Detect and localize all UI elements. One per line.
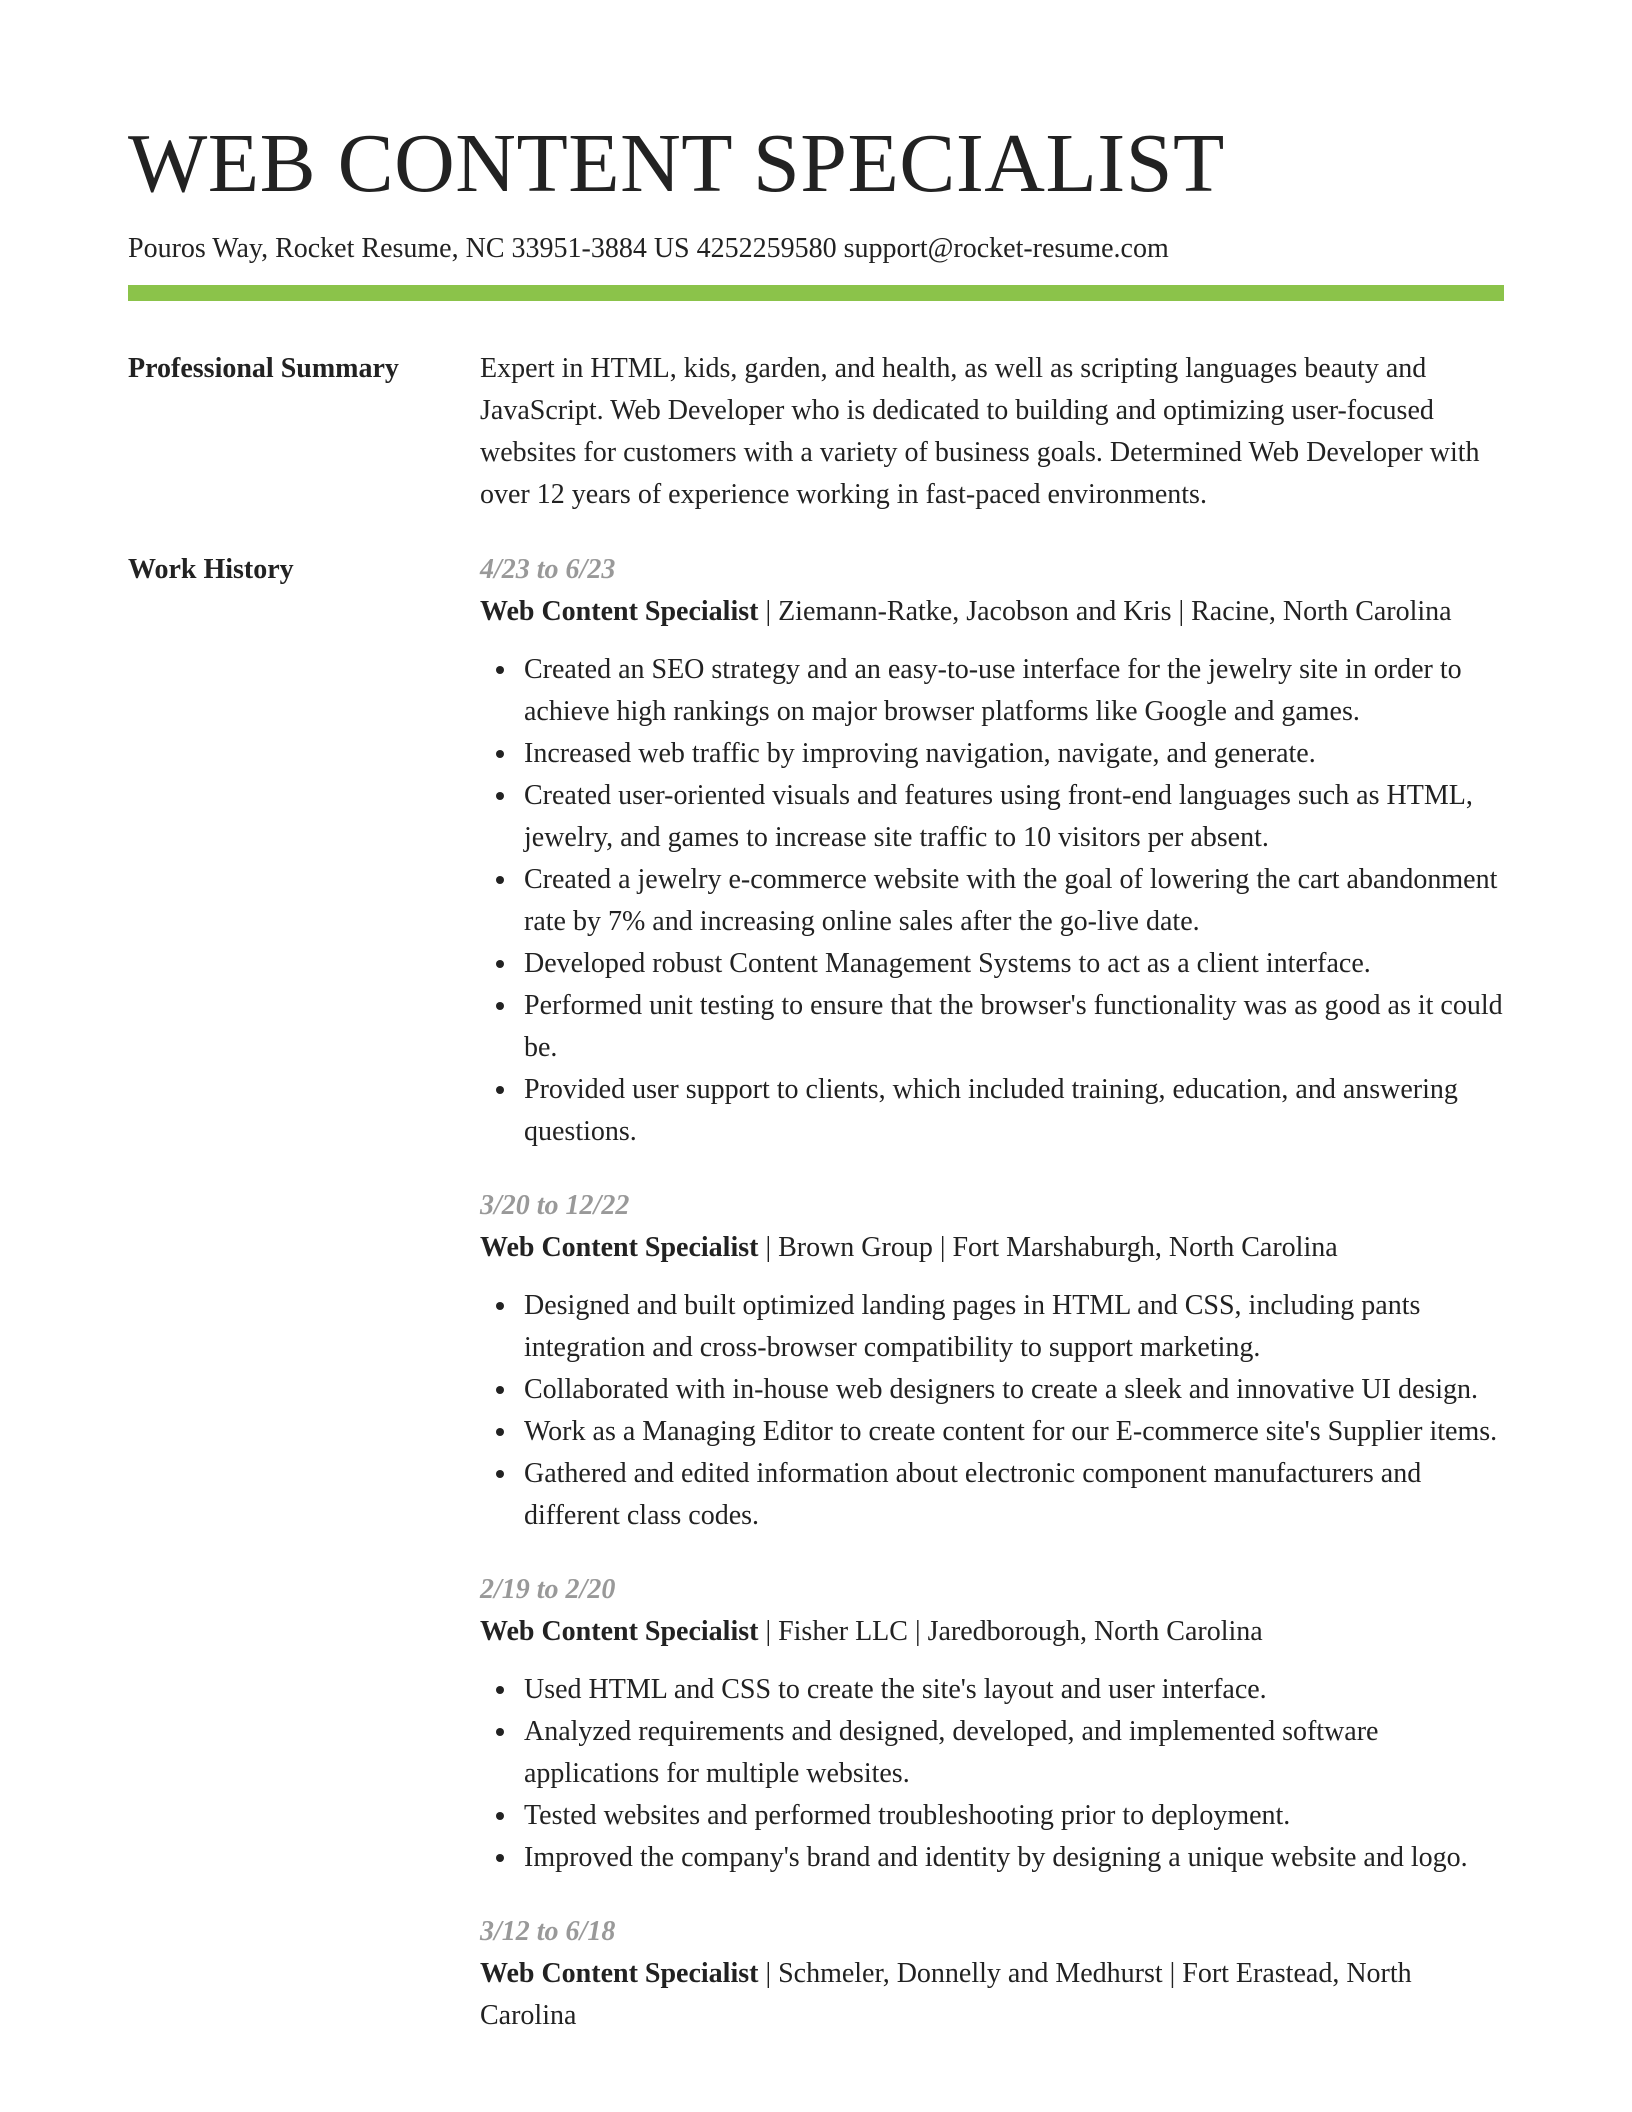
job-entry [480, 1569, 1504, 1879]
list-item: Used HTML and CSS to create the site's layout and user interface. [524, 1669, 1504, 1711]
job-company-location: | Ziemann-Ratke, Jacobson and Kris | Racine, North Carolina [758, 596, 1452, 627]
work-history-section [480, 549, 1504, 2069]
list-item: Work as a Managing Editor to create content for our E-commerce site's Supplier items. [524, 1411, 1504, 1453]
job-heading [480, 1611, 1504, 1653]
job-heading [480, 1953, 1504, 2037]
list-item: Increased web traffic by improving navigation, navigate, and generate. [524, 733, 1504, 775]
job-entry [480, 1185, 1504, 1537]
job-company-location: | Brown Group | Fort Marshaburgh, North Carolina [758, 1232, 1338, 1263]
list-item: Analyzed requirements and designed, developed, and implemented software applications for multiple websites. [524, 1711, 1504, 1795]
list-item: Created an SEO strategy and an easy-to-use interface for the jewelry site in order to achieve high rankings on major browser platforms like Google and games. [524, 649, 1504, 733]
resume-title: WEB CONTENT SPECIALIST [128, 117, 1225, 210]
job-dates: 3/12 to 6/18 [480, 1916, 616, 1947]
list-item: Improved the company's brand and identity by designing a unique website and logo. [524, 1837, 1504, 1879]
contact-line: Pouros Way, Rocket Resume, NC 33951-3884 US 4252259580 support@rocket-resume.com [128, 233, 1169, 264]
job-dates: 2/19 to 2/20 [480, 1574, 616, 1605]
summary-heading: Professional Summary [128, 353, 399, 384]
job-heading [480, 591, 1504, 633]
list-item: Performed unit testing to ensure that the browser's functionality was as good as it could be. [524, 985, 1504, 1069]
job-dates: 4/23 to 6/23 [480, 554, 616, 585]
list-item: Developed robust Content Management Systems to act as a client interface. [524, 943, 1504, 985]
list-item: Gathered and edited information about electronic component manufacturers and different class codes. [524, 1453, 1504, 1537]
work-history-heading: Work History [128, 554, 294, 585]
list-item: Collaborated with in-house web designers to create a sleek and innovative UI design. [524, 1369, 1504, 1411]
summary-section [480, 348, 1504, 516]
job-company-location: | Fisher LLC | Jaredborough, North Carolina [758, 1616, 1263, 1647]
accent-divider [128, 285, 1504, 301]
list-item: Designed and built optimized landing pages in HTML and CSS, including pants integration and cross-browser compatibility to support marketing. [524, 1285, 1504, 1369]
job-title: Web Content Specialist [480, 1616, 759, 1647]
job-entry [480, 549, 1504, 1153]
list-item: Created a jewelry e-commerce website with the goal of lowering the cart abandonment rate by 7% and increasing online sales after the go-live date. [524, 859, 1504, 943]
job-dates: 3/20 to 12/22 [480, 1190, 630, 1221]
job-entry [480, 1911, 1504, 2037]
list-item: Created user-oriented visuals and features using front-end languages such as HTML, jewelry, and games to increase site traffic to 10 visitors per absent. [524, 775, 1504, 859]
job-heading [480, 1227, 1504, 1269]
summary-text: Expert in HTML, kids, garden, and health, as well as scripting languages beauty and JavaScript. Web Developer who is dedicated to building and optimizing user-focused websites for customers with a variety of business goals. Determined Web Developer with over 12 years of experience working in fast-paced environments. [480, 353, 1480, 510]
list-item: Provided user support to clients, which included training, education, and answering questions. [524, 1069, 1504, 1153]
job-title: Web Content Specialist [480, 596, 759, 627]
job-company-location: | Schmeler, Donnelly and Medhurst | Fort Erastead, North Carolina [480, 1958, 1412, 2031]
job-bullet-list [480, 649, 1504, 1153]
job-title: Web Content Specialist [480, 1958, 759, 1989]
list-item: Tested websites and performed troubleshooting prior to deployment. [524, 1795, 1504, 1837]
job-bullet-list [480, 1285, 1504, 1537]
job-title: Web Content Specialist [480, 1232, 759, 1263]
job-bullet-list [480, 1669, 1504, 1879]
